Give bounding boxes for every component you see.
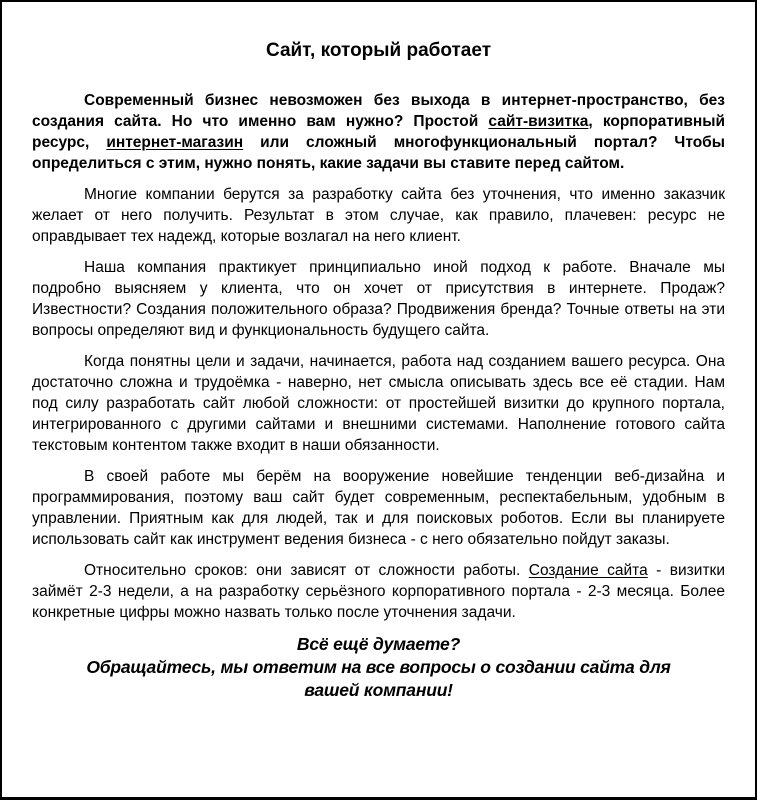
document-content: [2, 2, 755, 702]
closing-invitation-line1: Обращайтесь, мы ответим на все вопросы о создании сайта для: [86, 657, 671, 677]
page-title: Сайт, который работает: [265, 40, 491, 61]
closing-question: Всё ещё думаете?: [296, 634, 461, 654]
terms-text-1: Относительно сроков: они зависят от сложности работы.: [84, 562, 529, 579]
paragraph-problem: Многие компании берутся за разработку сайта без уточнения, что именно заказчик желает от него получить. Результат в этом случае, как правило, плачевен: ресурс не оправдывает тех надежд, которые возлагал на него клиент.: [32, 186, 725, 245]
link-internet-magazin[interactable]: интернет-магазин: [106, 134, 244, 151]
paragraph-quality: В своей работе мы берём на вооружение новейшие тенденции веб-дизайна и программирования, поэтому ваш сайт будет современным, респектабельным, удобным в управлении. Приятным как для людей, так и для поисковых роботов. Если вы планируете использовать сайт как инструмент ведения бизнеса - с него обязательно пойдут заказы.: [32, 468, 725, 548]
paragraph-terms: [32, 560, 725, 623]
link-site-vizitka[interactable]: сайт-визитка: [488, 113, 589, 130]
paragraph-approach: Наша компания практикует принципиально иной подход к работе. Вначале мы подробно выясняем у клиента, что он хочет от присутствия в интернете. Продаж? Известности? Создания положительного образа? Продвижения бренда? Точные ответы на эти вопросы определяют вид и функциональность будущего сайта.: [32, 259, 725, 339]
intro-text-1: Современный бизнес невозможен без выхода в интернет-пространство, без создания сайта. Но что именно вам нужно? Простой: [32, 92, 725, 130]
intro-text-3: или сложный многофункциональный портал? Чтобы определиться с этим, нужно понять, какие задачи вы ставите перед сайтом.: [32, 134, 725, 172]
intro-text-2: , корпоративный ресурс,: [32, 113, 726, 151]
closing-block: [32, 633, 725, 702]
paragraph-intro: [32, 90, 725, 174]
closing-invitation-line2: вашей компании!: [304, 680, 453, 700]
paragraph-process: Когда понятны цели и задачи, начинается, работа над созданием вашего ресурса. Она достаточно сложна и трудоёмка - наверно, нет смысла описывать здесь все её стадии. Нам под силу разработать сайт любой сложности: от простейшей визитки до крупного портала, интегрированного с другими сайтами и внешними системами. Наполнение готового сайта текстовым контентом также входит в наши обязанности.: [32, 353, 725, 454]
terms-text-2: - визитки займёт 2-3 недели, а на разработку серьёзного корпоративного портала - 2-3 месяца. Более конкретные цифры можно назвать только после уточнения задачи.: [32, 562, 725, 621]
link-sozdanie-sajta[interactable]: Создание сайта: [528, 562, 648, 579]
